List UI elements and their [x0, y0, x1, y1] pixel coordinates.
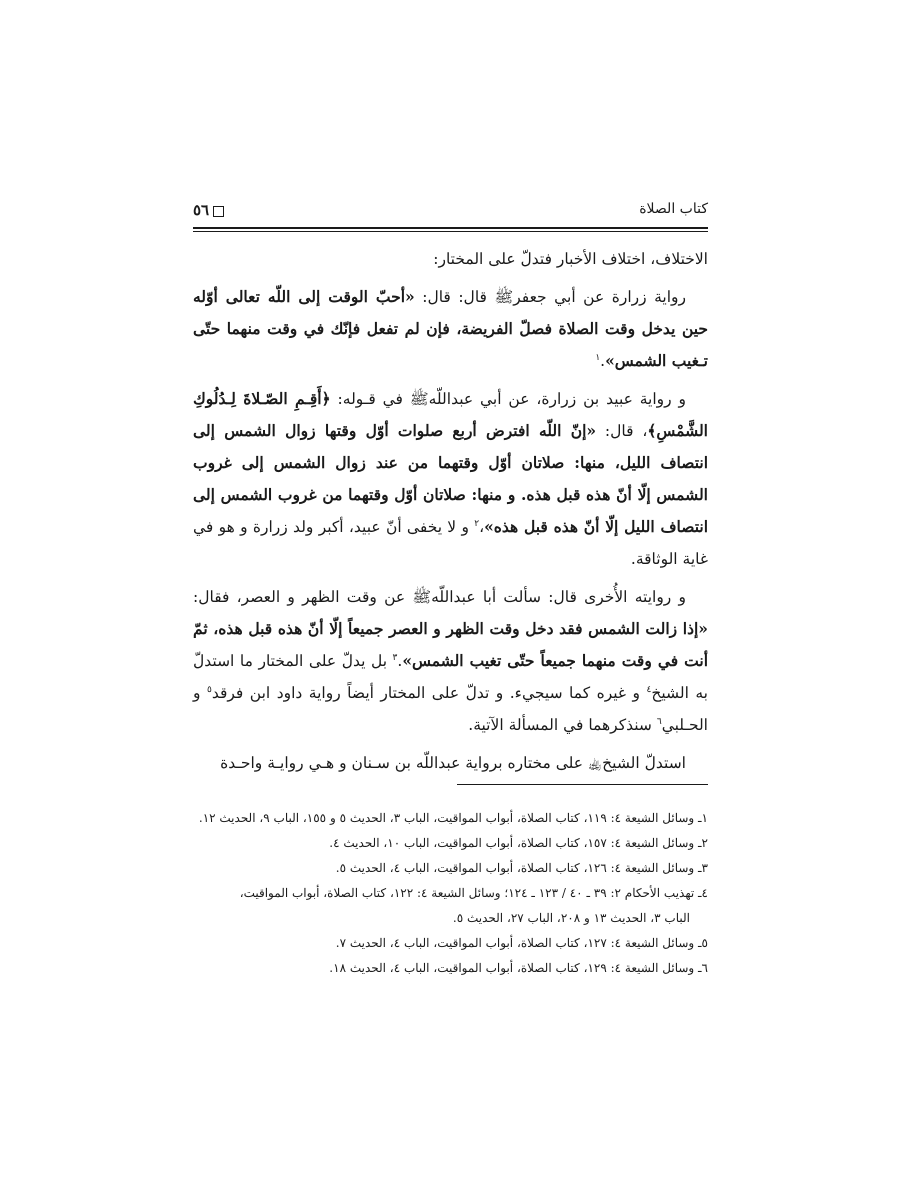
- salawat-glyph: ﷺ: [494, 288, 514, 306]
- hadith-quote: «أحبّ الوقت إلى اللّه تعالى أوّله حين يدخل وقت الصلاة فصلّ الفريضة، فإن لم تفعل فإنّك في وقت منهما حتّى تـغيب الشمس»: [193, 287, 708, 370]
- footnote-ref[interactable]: ٦: [656, 716, 662, 727]
- footnote-ref[interactable]: ٤: [646, 684, 652, 695]
- header-rule-thin: [193, 231, 708, 232]
- salawat-glyph: ﷺ: [409, 390, 429, 408]
- p4-text-e: و غيره كما سيجيء. و تدلّ على المختار أيضاً رواية داود ابن فرقد: [211, 684, 647, 702]
- p4-text-a: و روايته الأُخرى قال: سألت أبا عبداللّه: [431, 588, 686, 606]
- square-bullet-icon: [213, 206, 224, 217]
- footnote-1: ١ـ وسائل الشيعة ٤: ١١٩، كتاب الصلاة، أبواب المواقيت، الباب ٣، الحديث ٥ و ١٥٥، الباب ٩، الحديث ١٢.: [198, 811, 708, 825]
- hadith-quote: «إنّ اللّه افترض أربع صلوات أوّل وقتها زوال الشمس إلى انتصاف الليل، منها: صلاتان أوّل وقتهما من عند زوال الشمس إلى غروب الشمس إلّا أنّ هذه قبل هذه. و منها: صلاتان أوّل وقتهما من غروب الشمس إلى انتصاف الليل إلّا أنّ هذه قبل هذه»: [193, 421, 708, 536]
- running-header: [193, 199, 708, 223]
- paragraph-3: [193, 383, 708, 575]
- p3-text-b: في قـوله:: [330, 390, 410, 408]
- footnote-2: ٢ـ وسائل الشيعة ٤: ١٥٧، كتاب الصلاة، أبواب المواقيت، الباب ١٠، الحديث ٤.: [329, 836, 708, 850]
- p4-text-b: عن وقت الظهر و العصر، فقال:: [193, 588, 413, 606]
- p4-text-c: .: [397, 652, 403, 670]
- p2-text-b: قال: قال:: [414, 288, 495, 306]
- p3-text-a: و رواية عبيد بن زرارة، عن أبي عبداللّه: [428, 390, 687, 408]
- paragraph-1: [193, 243, 708, 275]
- rahimahullah-glyph: ﵀: [587, 754, 603, 772]
- salawat-glyph: ﷺ: [412, 588, 432, 606]
- p4-text-d: بل يدلّ على المختار ما استدلّ به الشيخ: [193, 652, 708, 702]
- footnote-separator: [457, 784, 708, 785]
- paragraph-5: [193, 747, 708, 779]
- p5-text-a: استدلّ الشيخ: [602, 754, 686, 772]
- footnote-6: ٦ـ وسائل الشيعة ٤: ١٢٩، كتاب الصلاة، أبواب المواقيت، الباب ٤، الحديث ١٨.: [329, 961, 708, 975]
- p4-text-f: و الحـلبي: [193, 684, 708, 734]
- footnote-ref[interactable]: ٢: [474, 518, 480, 529]
- footnote-4-continued: الباب ٣، الحديث ١٣ و ٢٠٨، الباب ٢٧، الحديث ٥.: [452, 911, 690, 925]
- quran-verse: ﴿أَقِـمِ الصّـلاةَ لِـدُلُوكِ الشَّمْسِ﴾: [193, 389, 708, 440]
- footnote-4: ٤ـ تهذيب الأحكام ٢: ٣٩ ـ ٤٠ / ١٢٣ ـ ١٢٤؛ وسائل الشيعة ٤: ١٢٢، كتاب الصلاة، أبواب المواقيت،: [239, 886, 708, 900]
- page-number: [193, 201, 224, 219]
- footnote-ref[interactable]: ٥: [206, 684, 212, 695]
- page-number-text: ٥٦: [193, 201, 210, 219]
- footnote-ref[interactable]: ٣: [392, 652, 398, 663]
- footnote-ref[interactable]: ١: [595, 352, 601, 363]
- paragraph-4: [193, 581, 708, 741]
- p4-text-g: سنذكرهما في المسألة الآتية.: [468, 716, 657, 734]
- p3-text-c: ، قال:: [596, 422, 648, 440]
- p3-text-d: ،: [479, 518, 485, 536]
- p2-text-a: رواية زرارة عن أبي جعفر: [513, 288, 687, 306]
- p5-text-b: على مختاره برواية عبداللّه بن سـنان و هـي روايـة واحـدة: [220, 754, 588, 772]
- hadith-quote: «إذا زالت الشمس فقد دخل وقت الظهر و العصر جميعاً إلّا أنّ هذه قبل هذه، ثمّ أنت في وقت منهما جميعاً حتّى تغيب الشمس»: [193, 619, 708, 670]
- paragraph-1-text: الاختلاف، اختلاف الأخبار فتدلّ على المختار:: [433, 250, 708, 268]
- footnote-5: ٥ـ وسائل الشيعة ٤: ١٢٧، كتاب الصلاة، أبواب المواقيت، الباب ٤، الحديث ٧.: [335, 936, 708, 950]
- paragraph-2: [193, 281, 708, 377]
- p2-end: .: [600, 352, 606, 370]
- p3-text-e: و لا يخفى أنّ عبيد، أكبر ولد زرارة و هو في غاية الوثاقة.: [193, 518, 708, 568]
- footnotes: [193, 806, 708, 981]
- footnote-3: ٣ـ وسائل الشيعة ٤: ١٢٦، كتاب الصلاة، أبواب المواقيت، الباب ٤، الحديث ٥.: [335, 861, 708, 875]
- book-title: كتاب الصلاة: [639, 201, 708, 217]
- main-text: [193, 243, 708, 785]
- header-rule-thick: [193, 227, 708, 229]
